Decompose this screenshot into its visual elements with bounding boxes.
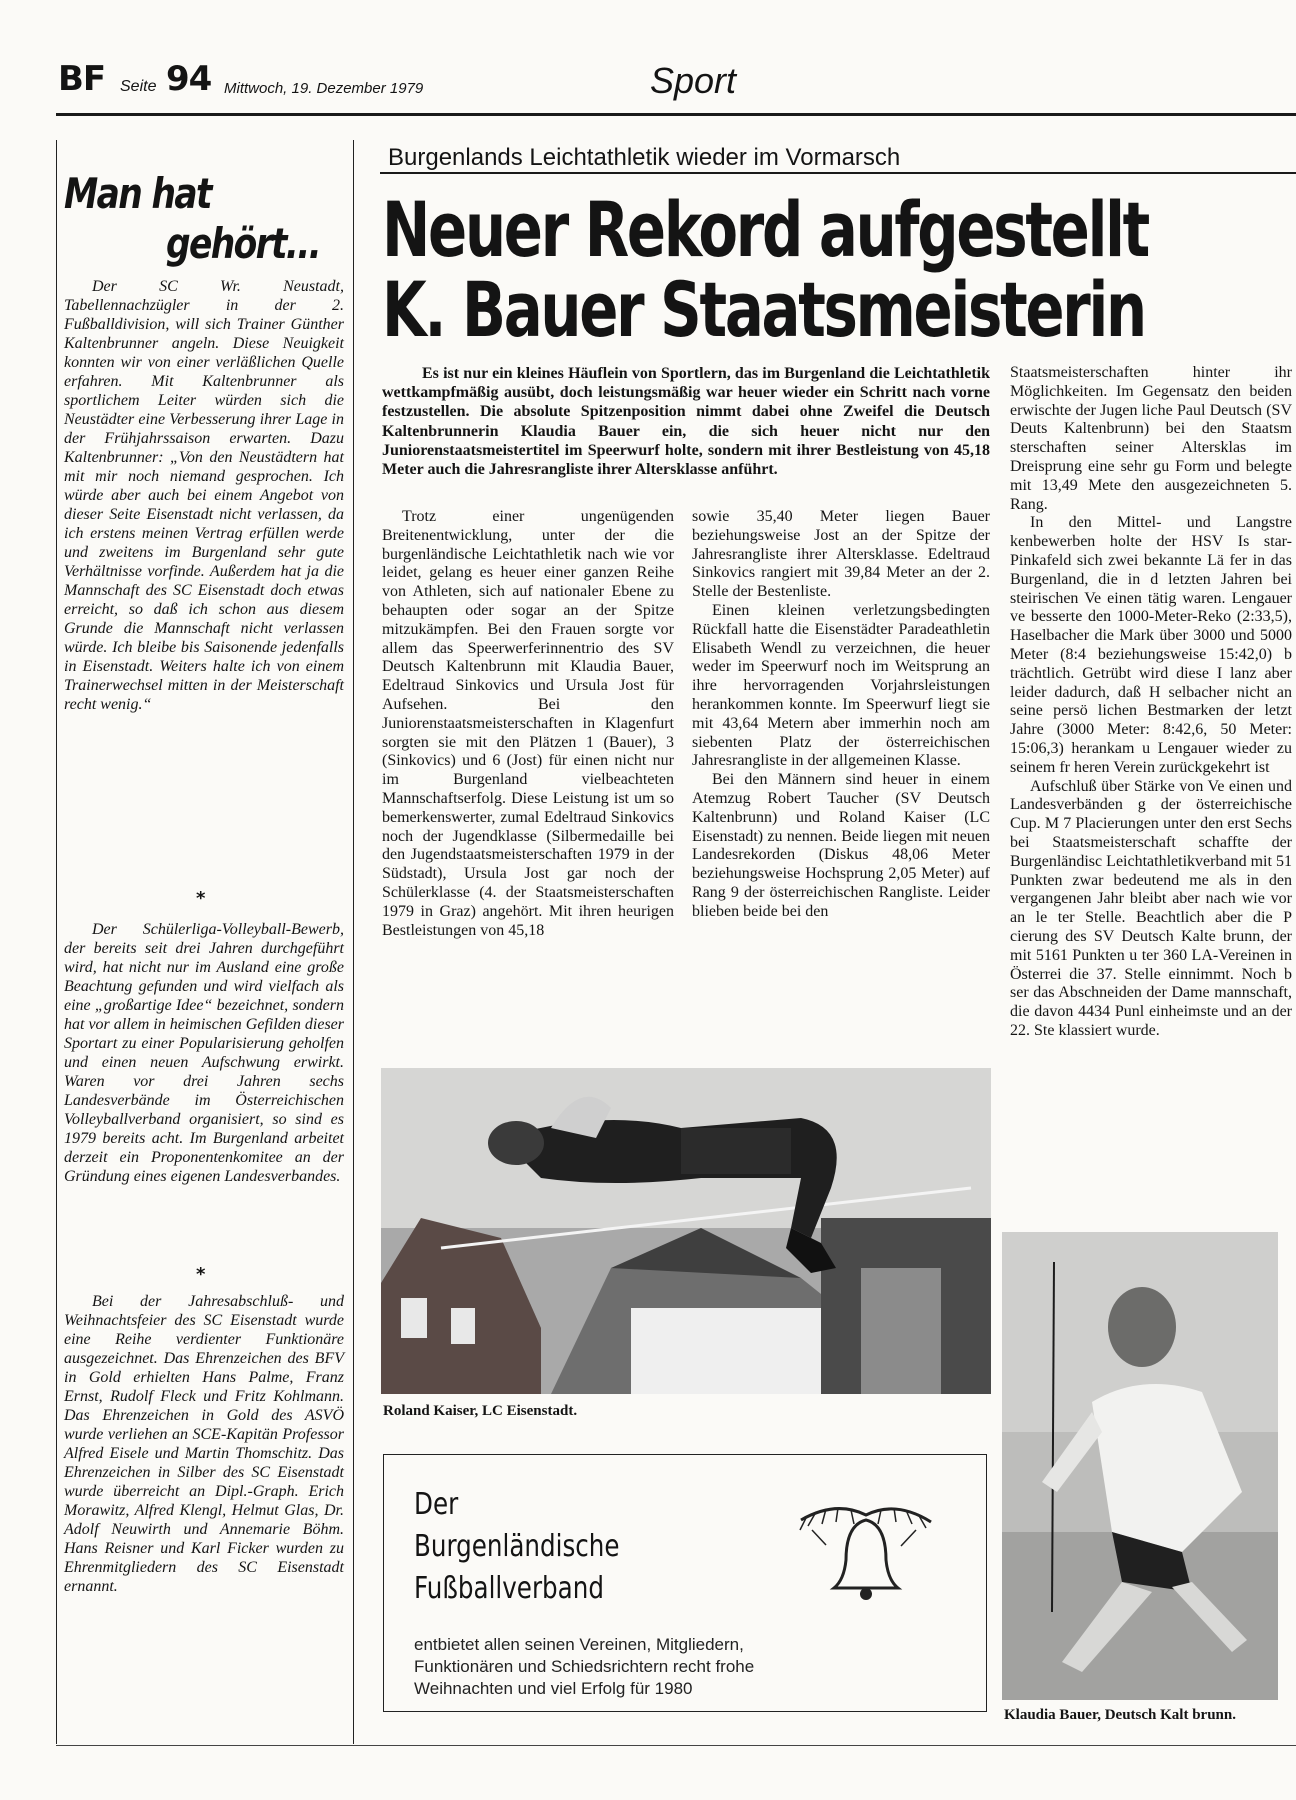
newspaper-logo: BF [58,59,106,99]
article-paragraph: Staatsmeisterschaften hinter ihr Möglichkeiten. Im Gegensatz den beiden erwischte der Jugen liche Paul Deutsch (SV Deuts Kaltenbrunn) bei den Staatsm sterschaften seiner Altersklas im Dreisprung eine sehr gu Form und belegte mit 13,49 Mete den ausgezeichneten 5. Rang. [1010,364,1292,513]
ad-text-line: Funktionären und Schiedsrichtern recht frohe [414,1657,755,1676]
sidebar-title-line2: gehört... [166,219,321,268]
sidebar-paragraph: Bei der Jahresabschluß- und Weihnachtsfeier des SC Eisenstadt wurde eine Reihe verdienter Funktionäre ausgezeichnet. Das Ehrenzeichen des BFV in Gold erhielten Hans Palme, Franz Ernst, Rudolf Fleck und Fritz Kohlmann. Das Ehrenzeichen in Gold des ASVÖ wurde verliehen an SCE-Kapitän Professor Alfred Eisele und Martin Thomschitz. Das Ehrenzeichen in Silber des SC Eisenstadt wurde überreicht an Dipl.-Graph. Erich Morawitz, Alfred Klengl, Helmut Glas, Dr. Adolf Neuwirth und Annemarie Böhm. Hans Reisner und Karl Ficker wurden zu Ehrenmitgliedern des SC Eisenstadt ernannt. [64,1293,344,1595]
photo-caption: Klaudia Bauer, Deutsch Kalt brunn. [1004,1707,1236,1723]
ad-title-line: Burgenländische [414,1529,620,1564]
article-paragraph: Trotz einer ungenügenden Breitenentwicklung, unter der die burgenländische Leichtathletik nach wie vor leidet, gelang es heuer einer ganzen Reihe von Athleten, sich auf nationaler Ebene zu behaupten oder sogar an der Spitze mitzukämpfen. Bei den Frauen sorgte vor allem das Speerwerferinnentrio des SV Deutsch Kaltenbrunn mit Klaudia Bauer, Edeltraud Sinkovics und Ursula Jost für Aufsehen. Bei den Juniorenstaatsmeisterschaften in Klagenfurt sorgten sie mit den Plätzen 1 (Bauer), 3 (Sinkovics) und 6 (Jost) für einen nicht nur im Burgenland vielbeachteten Mannschaftserfolg. Diese Leistung ist um so bemerkenswerter, zumal Edeltraud Sinkovics noch der Jugendklasse (Silbermedaille bei den Jugendstaatsmeisterschaften 1979 in der Südstadt), Ursula Jost gar noch der Schülerklasse (4. der Staatsmeisterschaften 1979 in Graz) angehört. Mit ihren heurigen Bestleistungen von 45,18 [382,508,674,939]
page-label: Seite [120,78,157,95]
javelin-illustration [1002,1232,1278,1700]
high-jump-illustration [381,1068,991,1394]
section-title: Sport [650,60,737,101]
ad-title-line: Der [414,1487,459,1522]
article-lead: Es ist nur ein kleines Häuflein von Sportlern, das im Burgenland die Leichtathletik wettkampfmäßig ausübt, doch leistungsmäßig war heuer wieder ein Schritt nach vorne festzustellen. Die absolute Spitzenposition nimmt dabei ohne Zweifel die Deutsch Kaltenbrunnerin Klaudia Bauer ein, die sich heuer nicht nur den Juniorenstaatsmeistertitel im Speerwurf holte, sondern mit ihrer Bestleistung von 45,18 Meter auch die Jahresrangliste ihrer Altersklasse anführt. [382,365,990,479]
ad-text-line: entbietet allen seinen Vereinen, Mitgliedern, [414,1635,744,1654]
javelin-photo [1002,1232,1278,1700]
article-column-1 [382,508,674,940]
sidebar-paragraph: Der SC Wr. Neustadt, Tabellennachzügler in der 2. Fußballdivision, will sich Trainer Günther Kaltenbrunner angeln. Diese Neuigkeit konnten wir von einer verläßlichen Quelle erfahren. Mit Kaltenbrunner als sportlichem Leiter würden sich die Neustädter eine Verbesserung ihrer Lage in der Frühjahrssaison erwarten. Dazu Kaltenbrunner: „Von den Neustädtern hat mit mir noch niemand gesprochen. Ich würde aber auch bei einem Angebot von dieser Seite Eisenstadt nicht verlassen, da ich erstens meinen Vertrag erfüllen werde und zweitens im Burgenland sehr gute Verhältnisse vorfinde. Außerdem hat ja die Mannschaft des SC Eisenstadt doch etwas erreicht, so daß ich schon aus diesem Grunde die Mannschaft nicht verlassen würde. Ich bleibe bis Saisonende jedenfalls in Eisenstadt. Weiters halte ich von einem Trainerwechsel mitten in der Meisterschaft recht wenig.“ [64,278,344,713]
christmas-bell-icon [796,1500,936,1610]
header-rule [56,113,1296,116]
ad-text-line: Weihnachten und viel Erfolg für 1980 [414,1679,693,1698]
article-kicker: Burgenlands Leichtathletik wieder im Vormarsch [388,144,901,171]
kicker-rule [380,172,1296,174]
article-paragraph: In den Mittel- und Langstre kenbewerben holte der HSV Is star-Pinkafeld sich zwei bekannte Lä fer in das Burgenland, die in d letzten Jahren bei steirischen Ve einen tätig waren. Lengauer ve besserte den 1000-Meter-Reko (2:33,5), Haselbacher die Mark über 3000 und 5000 Meter (8:4 beziehungsweise 15:42,0) b trächtlich. Getrübt wird diese I lanz aber leider dadurch, daß H selbacher nicht an seine persö lichen Bestmarken der letzt Jahre (3000 Meter: 8:42,6, 50 Meter: 15:06,3) herankam u Lengauer wieder zu seinem fr heren Verein zurückgekehrt ist [1010,514,1292,776]
page-number: 94 [166,59,212,99]
sidebar-title-line1: Man hat [64,169,211,218]
article-paragraph: Einen kleinen verletzungsbedingten Rückfall hatte die Eisenstädter Paradeathletin Elisabeth Wendl zu verzeichnen, die heuer weder im Speerwurf noch im Weitsprung an ihre hervorragenden Vorjahrsleistungen herankommen konnte. Im Speerwurf liegt sie mit 43,64 Metern aber immerhin noch am siebenten Platz der österreichischen Jahresrangliste in der allgemeinen Klasse. [692,601,990,770]
article-column-3 [1010,364,1292,1234]
article-paragraph: Aufschluß über Stärke von Ve einen und Landesverbänden g der österreichische Cup. M 7 Placierungen unter den erst Sechs bei Staatsmeisterschaft schaffte der Burgenländisc Leichtathletikverband mit 51 Punkten zwar bedeutend me als in den vergangenen Jahr bleibt aber nach wie vor an le ter Stelle. Beachtlich aber die P cierung des SV Deutsch Kalte brunn, der mit 5161 Punkten u ter 360 LA-Vereinen in Österrei die 37. Stelle einnimmt. Noch b ser das Abschneiden der Dame mannschaft, die davon 4434 Punl einheimste und an der 22. Ste klassiert wurde. [1010,777,1292,1039]
ad-title-line: Fußballverband [414,1571,604,1606]
separator-star: * [196,888,206,909]
article-paragraph: sowie 35,40 Meter liegen Bauer beziehungsweise Jost an der Spitze der Jahresrangliste ihrer Altersklasse. Edeltraud Sinkovics rangiert mit 39,84 Meter an der 2. Stelle der Bestenliste. [692,508,990,601]
ad-title [414,1484,620,1610]
article-paragraph: Bei den Männern sind heuer in einem Atemzug Robert Taucher (SV Deutsch Kaltenbrunn) und Roland Kaiser (LC Eisenstadt) zu nennen. Beide liegen mit neuen Landesrekorden (Diskus 48,06 Meter beziehungsweise Hochsprung 2,05 Meter) auf Rang 9 der österreichischen Rangliste. Leider blieben beide bei den [692,771,990,920]
separator-star: * [196,1264,206,1285]
headline-line1: Neuer Rekord aufgestellt [382,185,1148,274]
ad-text [414,1634,754,1700]
high-jump-photo [381,1068,991,1394]
headline-line2: K. Bauer Staatsmeisterin [382,265,1145,354]
sidebar-paragraph: Der Schülerliga-Volleyball-Bewerb, der bereits seit drei Jahren durchgeführt wird, hat nicht nur im Ausland eine große Beachtung gefunden und wird vielfach als eine „großartige Idee“ bezeichnet, sondern hat vor allem in heimischen Gefilden dieser Sportart zu einer Popularisierung geholfen und einen neuen Aufschwung erwirkt. Waren vor drei Jahren sechs Landesverbände im Österreichischen Volleyballverband organisiert, so sind es 1979 bereits acht. Im Burgenland arbeitet derzeit ein Proponentenkomitee an der Gründung eines eigenen Landesverbandes. [64,921,344,1185]
photo-caption: Roland Kaiser, LC Eisenstadt. [383,1403,578,1419]
issue-date: Mittwoch, 19. Dezember 1979 [224,80,424,97]
article-column-2 [692,508,990,922]
bottom-rule [56,1745,1296,1746]
